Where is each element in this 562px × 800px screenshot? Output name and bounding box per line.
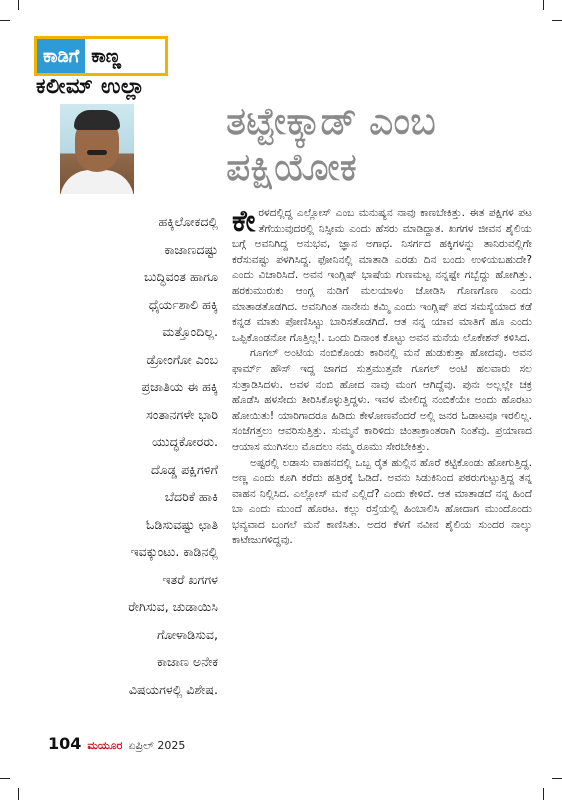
- pull-quote-line: ದೊಡ್ಡ ಪಕ್ಷಿಗಳಿಗೆ: [150, 461, 218, 477]
- pull-quote-line: ಹಕ್ಕಿಲೋಕದಲ್ಲಿ: [158, 214, 218, 229]
- page-footer: [48, 734, 185, 753]
- crop-mark-bottom-left-v: [18, 788, 19, 800]
- crop-mark-top-right-h: [552, 20, 562, 21]
- pull-quote-line: ರೇಗಿಸುವ, ಚುಡಾಯಿಸಿ: [128, 599, 218, 614]
- crop-mark-top-left-h: [0, 20, 10, 21]
- body-paragraph: [232, 206, 532, 346]
- pull-quote-line: ಡ್ರೋಂಗೋ ಎಂಬ: [146, 351, 218, 367]
- pull-quote-line: ಮತ್ತೊಂದಿಲ್ಲ.: [162, 324, 218, 339]
- photo-shirt: [60, 170, 134, 194]
- pull-quote: [58, 208, 218, 703]
- crop-mark-bottom-right-v: [543, 788, 544, 800]
- body-paragraph-text: ರಳದಲ್ಲಿದ್ದ ಎಲ್ಲೋಸ್ ಎಂಬ ಮನುಷ್ಯನ ನಾವು ಕಾಣಬೇಕಿತ್ತು. ಈತ ಪಕ್ಷಿಗಳ ಪಟ ತೆಗೆಯುವುದರಲ್ಲಿ ನಿಸ್ಸೀಮ ಎಂದು ಹೆಸರು ಮಾಡಿದ್ದಾತ. ಖಗಗಳ ಜೀವನ ಶೈಲಿಯ ಬಗ್ಗೆ ಅವನಿಗಿದ್ದ ಅನುಭವ, ಜ್ಞಾನ ಅಗಾಧ. ನಿಸರ್ಗದ ಹಕ್ಕಿಗಳನ್ನು ತಾನಿರುವಲ್ಲಿಗೇ ಕರೆಸುವಷ್ಟು ಪಳಗಿಸಿದ್ದ. ಫೋನಿನಲ್ಲಿ ಮಾತಾಡಿ ಎರಡು ದಿನ ಬಂದು ಉಳಿಯಬಹುದೇ? ಎಂದು ವಿಚಾರಿಸಿದೆ. ಅವನ ಇಂಗ್ಲಿಷ್ ಭಾಷೆಯ ಗುಣಮಟ್ಟ ನನ್ನಷ್ಟೇ ಗಬ್ಬೆದ್ದು ಹೋಗಿತ್ತು. ಹರಕುಮುರುಕು ಆಂಗ್ಲ ನುಡಿಗೆ ಮಲಯಾಳಂ ಜೋಡಿಸಿ ಗೊಣಗೊಣ ಎಂದು ಮಾತಾಡತೊಡಗಿದ. ಅವನಿಗಿಂತ ನಾನೇನು ಕಮ್ಮಿ ಎಂದು ಇಂಗ್ಲಿಷ್ ಪದ ಸಮಸ್ಯೆಯಾದ ಕಡೆ ಕನ್ನಡ ಮಾತು ಪೋಣಿಸಿಟ್ಟು ಬಾರಿಸತೊಡಗಿದೆ. ಆತ ನನ್ನ ಯಾವ ಮಾತಿಗೆ ಹೂ ಎಂದು ಒಪ್ಪಿಕೊಂಡನೋ ಗೊತ್ತಿಲ್ಲ!. ಒಂದು ದಿನಾಂಕ ಕೊಟ್ಟು ಅವನ ಮನೆಯ ಲೊಕೇಶನ್ ಕಳಿಸಿದ.: [232, 207, 532, 344]
- pull-quote-line: ಓಡಿಸುವಷ್ಟು ಛಾತಿ: [146, 516, 218, 532]
- article-body: [232, 206, 532, 549]
- pull-quote-line: ಬೆದರಿಕೆ ಹಾಕಿ: [164, 489, 218, 504]
- pull-quote-line: ಇತರೆ ಖಗಗಳ: [162, 571, 218, 587]
- pull-quote-line: ಕಾಜಾಣ ಅನೇಕ: [156, 654, 218, 669]
- pull-quote-line: ಸಂತಾನಗಳೇ ಭಾರಿ: [146, 406, 218, 422]
- body-paragraph: ಗೂಗಲ್ ಅಂಟಿಯ ನಂಬಿಕೊಂಡು ಕಾರಿನಲ್ಲಿ ಮನೆ ಹುಡುಕುತ್ತಾ ಹೋದವು. ಅವನ ಫಾರ್ಮ್ ಹೌಸ್ ಇದ್ದ ಜಾಗದ ಸುತ್ತಮುತ್ತವೇ ಗೂಗಲ್ ಅಂಟಿ ಹಲವಾರು ಸಲ ಸುತ್ತಾಡಿಸಿದಳು. ಅವಳ ನಂಬಿ ಹೋದ ನಾವು ಮಂಗ ಆಗಿದ್ದೆವು. ಪುನಃ ಅಲ್ಲಲ್ಲೇ ಚಕ್ರ ಹೊಡೆಸಿ ಹಳಸೇದು ತೀರಿಸಿಕೊಳ್ಳುತ್ತಿದ್ದಳು. ಇವಳ ಮೇಲಿದ್ದ ನಂಬಿಕೆಯೇ ಅಂದು ಹೊರಟು ಹೋಯಿತು! ಯಾರಿಗಾದರೂ ಹಿಡಿದು ಕೇಳೋಣವೆಂದರೆ ಅಲ್ಲಿ ಜನರ ಓಡಾಟವೂ ಇರಲಿಲ್ಲ. ಸಂಜೆಗತ್ತಲು ಆವರಿಸುತ್ತಿತ್ತು. ಸುಮ್ಮನೆ ಕಾರಿಳಿದು ಚಿಂತಾಕ್ರಾಂತರಾಗಿ ನಿಂತೆವು. ಪ್ರಯಾಣದ ಆಯಾಸ ಮುಗಿಸಲು ಮೊದಲು ನಮ್ಮ ರೂಮು ಸೇರಬೇಕಿತ್ತು.: [232, 347, 532, 453]
- crop-mark-top-right-v: [543, 0, 544, 10]
- column-logo-word2: ಕಾಣ್ಣ: [91, 45, 122, 67]
- photo-hair: [74, 110, 120, 130]
- crop-mark-bottom-left-h: [0, 778, 10, 779]
- pull-quote-line: ಇವಕ್ಕುಂಟು. ಕಾಡಿನಲ್ಲಿ: [130, 544, 218, 559]
- body-paragraph: ಅಷ್ಟರಲ್ಲಿ ಲಡಾಸು ವಾಹನದಲ್ಲಿ ಒಬ್ಬ ರೈತ ಹುಲ್ಲಿನ ಹೊರೆ ಕಟ್ಟಿಕೊಂಡು ಹೋಗುತ್ತಿದ್ದ. ಅಣ್ಣ ಎಂದು ಕೂಗಿ ಕರೆದು ಹತ್ತಿರಕ್ಕೆ ಓಡಿದೆ. ಅವನು ಸಿಡುಕಿನಿಂದ ಪಠರುಗುಟ್ಟುತ್ತಿದ್ದ ತನ್ನ ವಾಹನ ನಿಲ್ಲಿಸಿದ. ಎಲ್ಲೋಸ್ ಮನೆ ಎಲ್ಲಿದೆ? ಎಂದು ಕೇಳಿದೆ. ಆತ ಮಾತಾಡದೆ ನನ್ನ ಹಿಂದೆ ಬಾ ಎಂದು ಮುಂದೆ ಹೊರಟ. ಕಲ್ಲು ರಸ್ತೆಯಲ್ಲಿ ಹಿಂಬಾಲಿಸಿ ಹೋದಾಗ ಮುಂದೊಂದು ಭವ್ಯವಾದ ಬಂಗಲೆ ಮನೆ ಕಾಣಿಸಿತು. ಅದರ ಕೆಳಗೆ ನವೀನ ಶೈಲಿಯ ಸುಂದರ ನಾಲ್ಕು ಕಾಟೇಜುಗಳಿದ್ದವು.: [232, 456, 532, 547]
- pull-quote-line: ವಿಷಯಗಳಲ್ಲಿ ವಿಶೇಷ.: [128, 681, 218, 697]
- pull-quote-line: ಗೋಳಾಡಿಸುವ,: [157, 626, 218, 642]
- pull-quote-line: ಕಾಜಾಣದಷ್ಟು: [164, 241, 218, 257]
- issue-date: ಏಪ್ರಿಲ್ 2025: [128, 739, 186, 752]
- page-number: 104: [48, 734, 82, 753]
- pull-quote-line: ಪ್ರಜಾತಿಯ ಈ ಹಕ್ಕಿ: [141, 379, 218, 394]
- photo-mustache: [87, 150, 107, 155]
- article-title: ತಟ್ಟೇಕ್ಕಾಡ್ ಎಂಬ ಪಕ್ಷಿಯೋಕ: [226, 99, 436, 189]
- crop-mark-bottom-right-h: [552, 778, 562, 779]
- author-name: ಕಲೀಮ್ ಉಲ್ಲಾ: [36, 74, 145, 98]
- column-logo: [34, 36, 168, 76]
- magazine-name: ಮಯೂರ: [87, 739, 123, 752]
- pull-quote-line: ಯುದ್ಧಕೋರರು.: [152, 434, 218, 449]
- pull-quote-line: ಧೈರ್ಯಶಾಲಿ ಹಕ್ಕಿ: [148, 296, 218, 312]
- drop-cap: ಕೇ: [232, 204, 256, 239]
- pull-quote-line: ಬುದ್ಧಿವಂತ ಹಾಗೂ: [143, 269, 218, 284]
- column-logo-word1: ಕಾಡಿಗೆ: [37, 39, 85, 73]
- author-photo: [60, 104, 134, 194]
- crop-mark-top-left-v: [18, 0, 19, 10]
